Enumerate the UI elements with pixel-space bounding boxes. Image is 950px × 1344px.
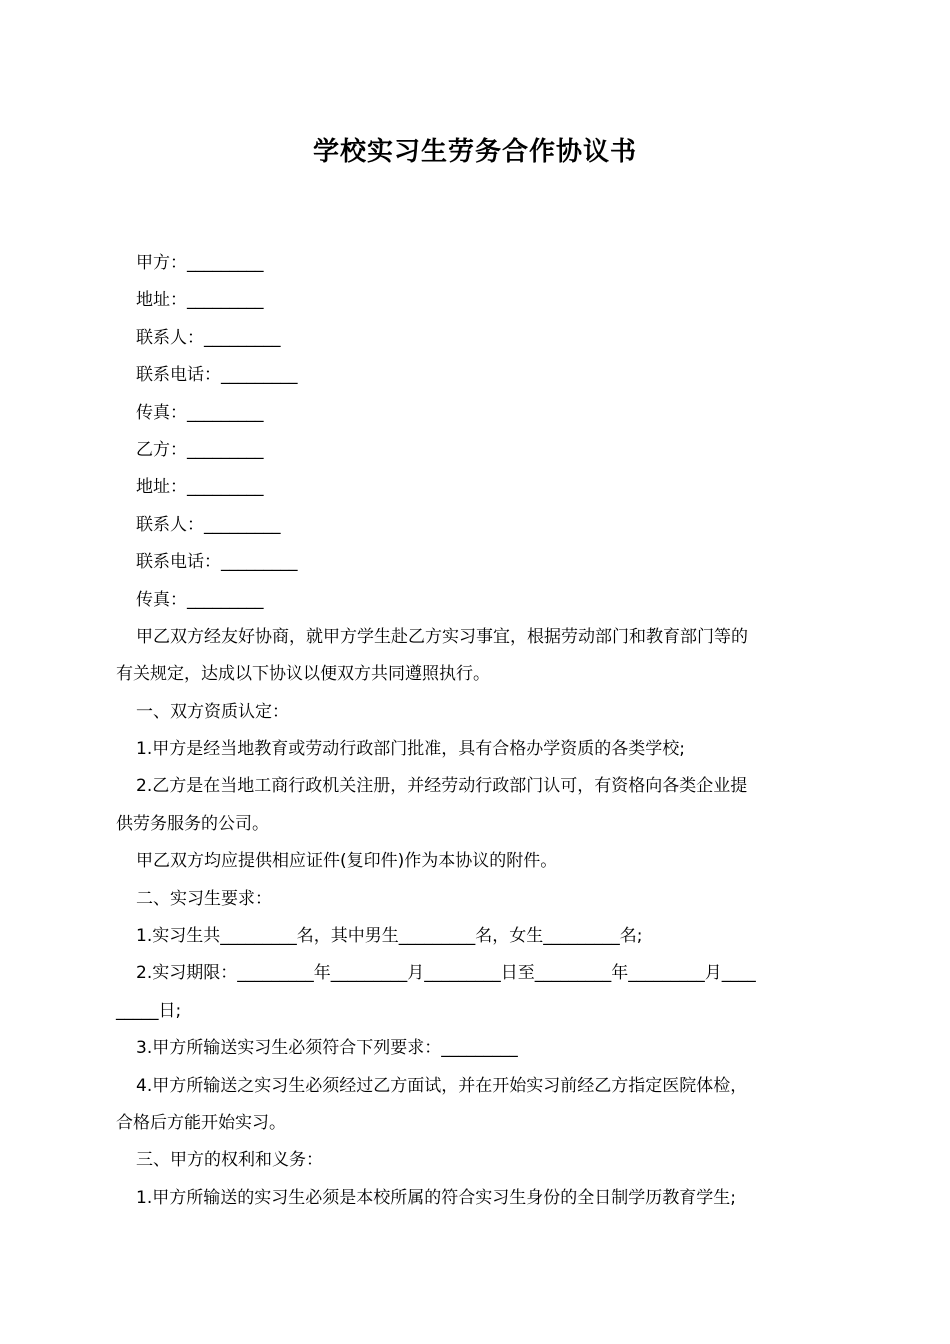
clause-line: 1.甲方是经当地教育或劳动行政部门批准，具有合格办学资质的各类学校; — [136, 739, 685, 760]
section-heading: 二、实习生要求： — [136, 888, 272, 909]
party-a-fax-line: 传真：_________ — [136, 402, 264, 423]
party-b-line: 乙方：_________ — [136, 439, 264, 460]
section-heading: 一、双方资质认定： — [136, 701, 289, 722]
preamble-line: 有关规定，达成以下协议以便双方共同遵照执行。 — [116, 664, 490, 685]
clause-line: 甲乙双方均应提供相应证件(复印件)作为本协议的附件。 — [136, 851, 558, 872]
party-b-address-line: 地址：_________ — [136, 477, 264, 498]
party-a-address-line: 地址：_________ — [136, 290, 264, 311]
clause-line: 1.实习生共_________名，其中男生_________名，女生_________名; — [136, 926, 643, 947]
clause-line: 合格后方能开始实习。 — [116, 1112, 286, 1133]
party-a-phone-line: 联系电话：_________ — [136, 365, 298, 386]
party-a-contact-line: 联系人：_________ — [136, 327, 281, 348]
document-title: 学校实习生劳务合作协议书 — [312, 137, 637, 167]
party-b-phone-line: 联系电话：_________ — [136, 552, 298, 573]
clause-line: 4.甲方所输送之实习生必须经过乙方面试，并在开始实习前经乙方指定医院体检， — [136, 1075, 748, 1096]
clause-line: 供劳务服务的公司。 — [116, 813, 269, 834]
clause-line: 2.乙方是在当地工商行政机关注册，并经劳动行政部门认可，有资格向各类企业提 — [136, 776, 748, 797]
document-body — [116, 245, 836, 1217]
clause-line: 2.实习期限：_________年_________月_________日至_________年_________月____ — [136, 963, 756, 984]
party-a-line: 甲方：_________ — [136, 253, 264, 273]
clause-line: 3.甲方所输送实习生必须符合下列要求：_________ — [136, 1038, 518, 1059]
party-b-fax-line: 传真：_________ — [136, 589, 264, 610]
clause-line: _____日; — [116, 1000, 182, 1021]
preamble-line: 甲乙双方经友好协商，就甲方学生赴乙方实习事宜，根据劳动部门和教育部门等的 — [136, 626, 748, 647]
clause-line: 1.甲方所输送的实习生必须是本校所属的符合实习生身份的全日制学历教育学生; — [136, 1187, 736, 1208]
party-b-contact-line: 联系人：_________ — [136, 514, 281, 535]
section-heading: 三、甲方的权利和义务： — [136, 1150, 323, 1171]
